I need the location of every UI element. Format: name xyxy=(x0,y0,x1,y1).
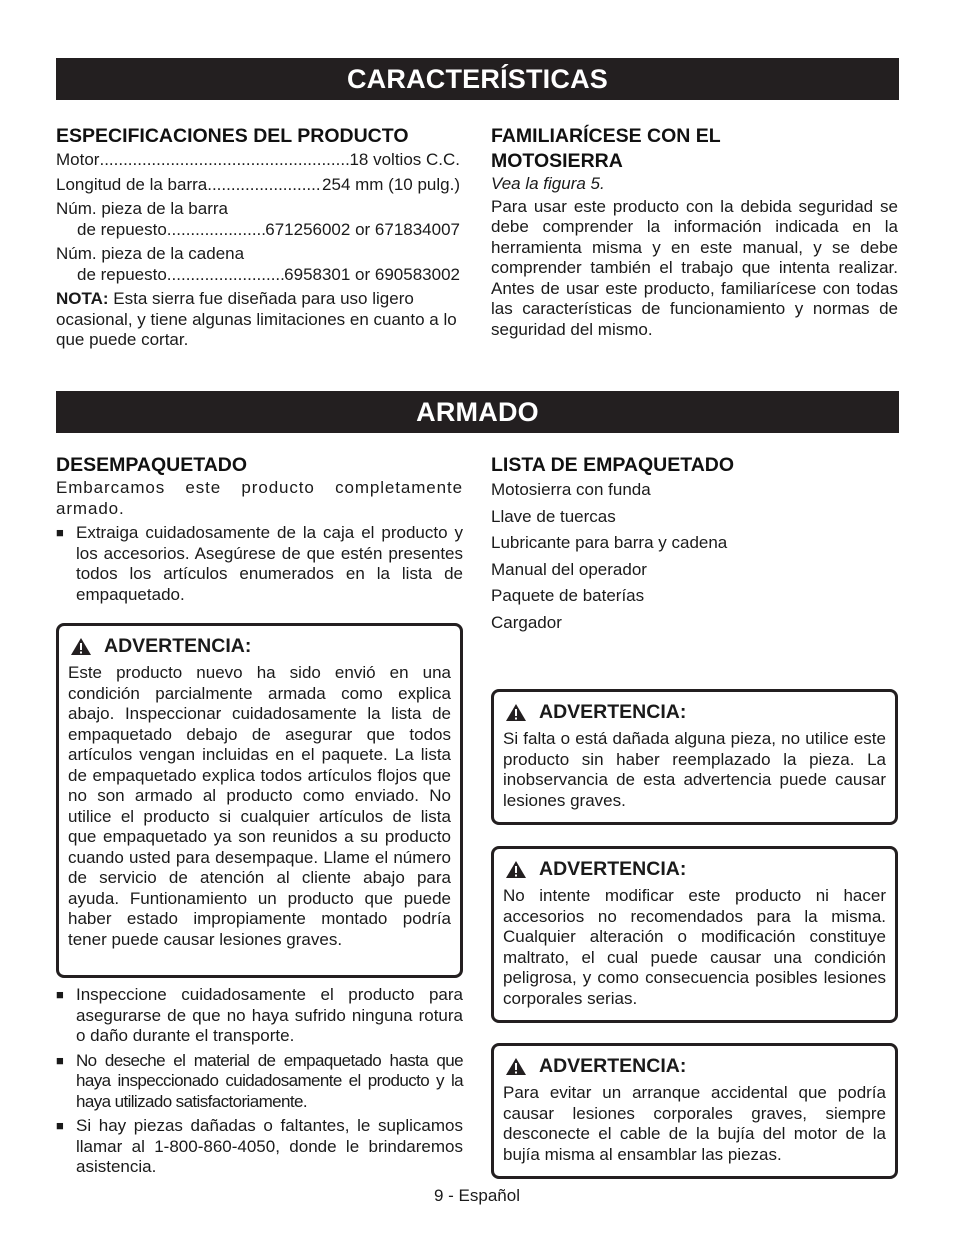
unpacking-bullets xyxy=(56,985,463,1178)
warning-label: ADVERTENCIA: xyxy=(539,1055,687,1077)
spec-motor-value: 18 voltios C.C. xyxy=(349,150,460,169)
list-item: Motosierra con funda xyxy=(491,480,651,499)
warning-label: ADVERTENCIA: xyxy=(104,635,252,657)
list-item: Lubricante para barra y cadena xyxy=(491,533,728,553)
warning-triangle-icon xyxy=(505,1057,527,1076)
square-bullet-icon: ■ xyxy=(56,1118,64,1133)
spec-chain-part-value: 6958301 or 690583002 xyxy=(284,264,460,284)
warning-box-left xyxy=(56,623,463,978)
packing-list-heading: LISTA DE EMPAQUETADO xyxy=(491,454,735,476)
warning-text: Este producto nuevo ha sido envió en una condición parcialmente armada como explica abajo. Inspeccionar cuidadosamente la lista de empaquetado debajo de asegurar que todos artículos vengan incluidas en el paquete. La lista de empaquetado explica todos artículos flojos que no son armado al producto como enviado. No utilice el producto si cualquier artículos de lista que empaquetado ya son reunidos a su producto cuando usted para desempaque. Llame el número de servicio de atención al cliente abajo para ayuda. Funtionamiento un producto que puede haber estado impropiamente montado podría tener puede causar lesiones graves. xyxy=(68,663,451,949)
familiarize-heading: FAMILIARÍCESE CON EL MOTOSIERRA xyxy=(491,125,721,172)
spec-bar-part-label: de repuesto xyxy=(77,219,167,239)
list-item xyxy=(56,523,463,605)
warning-label: ADVERTENCIA: xyxy=(539,701,687,723)
figure-reference: Vea la figura 5. xyxy=(491,174,605,193)
spec-note xyxy=(56,289,460,351)
warning-text: Para evitar un arranque accidental que podría causar lesiones corporales graves, siempre desconecte el cable de la bujía del motor de la bujía misma al ensamblar las piezas. xyxy=(503,1083,886,1164)
square-bullet-icon: ■ xyxy=(56,987,64,1002)
list-item xyxy=(56,1051,463,1113)
spec-chain-part-title: Núm. pieza de la cadena xyxy=(56,244,245,263)
spec-bar-length-label: Longitud de la barra xyxy=(56,174,208,194)
list-item xyxy=(56,1116,463,1178)
warning-text: Si falta o está dañada alguna pieza, no utilice este producto sin haber reemplazado la pieza. La inobservancia de esta advertencia puede causar lesiones graves. xyxy=(503,729,886,810)
bullet-text: Extraiga cuidadosamente de la caja el producto y los accesorios. Asegúrese de que estén presentes todos los artículos enumerados en la lista de empaquetado. xyxy=(76,523,463,604)
warning-header xyxy=(503,856,886,882)
page-number: 9 - Español xyxy=(434,1186,520,1205)
unpacking-section xyxy=(56,453,463,605)
spec-bar-part-title: Núm. pieza de la barra xyxy=(56,199,228,218)
list-item xyxy=(56,985,463,1047)
spec-bar-length xyxy=(56,175,460,196)
list-item: Llave de tuercas xyxy=(491,506,616,526)
bullet-text: No deseche el material de empaquetado hasta que haya inspeccionado cuidadosamente el producto y la haya utilizado satisfactoriamente. xyxy=(76,1050,463,1111)
unpacking-heading: DESEMPAQUETADO xyxy=(56,454,248,476)
product-specifications xyxy=(56,124,460,351)
section-banner-caracteristicas: CARACTERÍSTICAS xyxy=(56,58,899,100)
spec-motor-label: Motor xyxy=(56,150,100,169)
spec-bar-length-value: 254 mm (10 pulg.) xyxy=(322,174,460,194)
list-item: Paquete de baterías xyxy=(491,586,645,606)
warning-triangle-icon xyxy=(70,637,92,656)
warning-box-accidental-start xyxy=(491,1043,898,1179)
packing-list-section xyxy=(491,453,898,637)
spec-bar-part xyxy=(56,220,460,241)
warning-header xyxy=(503,699,886,725)
square-bullet-icon: ■ xyxy=(56,525,64,540)
familiarize-body: Para usar este producto con la debida seguridad se debe comprender la información indicada en la herramienta misma y en este manual, y se debe comprender también el trabajo que intenta realizar. Antes de usar este producto, familiarícese con todas las características de funcionamiento y normas de seguridad del mismo. xyxy=(491,196,898,339)
specifications-heading: ESPECIFICACIONES DEL PRODUCTO xyxy=(56,125,409,147)
dot-leader xyxy=(207,175,322,196)
unpacking-intro: Embarcamos este producto completamente armado. xyxy=(56,478,463,518)
bullet-text: Si hay piezas dañadas o faltantes, le suplicamos llamar al 1-800-860-4050, donde le brindaremos asistencia. xyxy=(76,1116,463,1176)
warning-box-missing-parts xyxy=(491,689,898,825)
warning-label: ADVERTENCIA: xyxy=(539,858,687,880)
list-item: Cargador xyxy=(491,612,562,632)
warning-triangle-icon xyxy=(505,860,527,879)
warning-header xyxy=(503,1053,886,1079)
packing-list xyxy=(491,477,898,637)
warning-triangle-icon xyxy=(505,703,527,722)
spec-chain-part xyxy=(56,265,460,286)
note-text: Esta sierra fue diseñada para uso ligero ocasional, y tiene algunas limitaciones en cuanto a lo que puede cortar. xyxy=(56,289,457,349)
warning-header xyxy=(68,633,451,659)
spec-chain-part-label: de repuesto xyxy=(77,264,167,284)
list-item: Manual del operador xyxy=(491,559,647,579)
warning-box-modification xyxy=(491,846,898,1023)
note-label: NOTA: xyxy=(56,289,109,308)
dot-leader xyxy=(99,150,349,171)
dot-leader xyxy=(167,220,265,241)
bullet-text: Inspeccione cuidadosamente el producto para asegurarse de que no haya sufrido ninguna rotura o daño durante el transporte. xyxy=(76,985,463,1045)
spec-motor xyxy=(56,150,460,171)
section-banner-armado: ARMADO xyxy=(56,391,899,433)
spec-bar-part-value: 671256002 or 671834007 xyxy=(265,219,460,239)
dot-leader xyxy=(167,265,284,286)
warning-text: No intente modificar este producto ni hacer accesorios no recomendados para la misma. Cualquier alteración o modificación constituye maltrato, el cual puede causar una condición peligrosa, y como consecuencia posibles lesiones corporales serias. xyxy=(503,886,886,1008)
square-bullet-icon: ■ xyxy=(56,1052,64,1068)
familiarize-section xyxy=(491,124,898,340)
